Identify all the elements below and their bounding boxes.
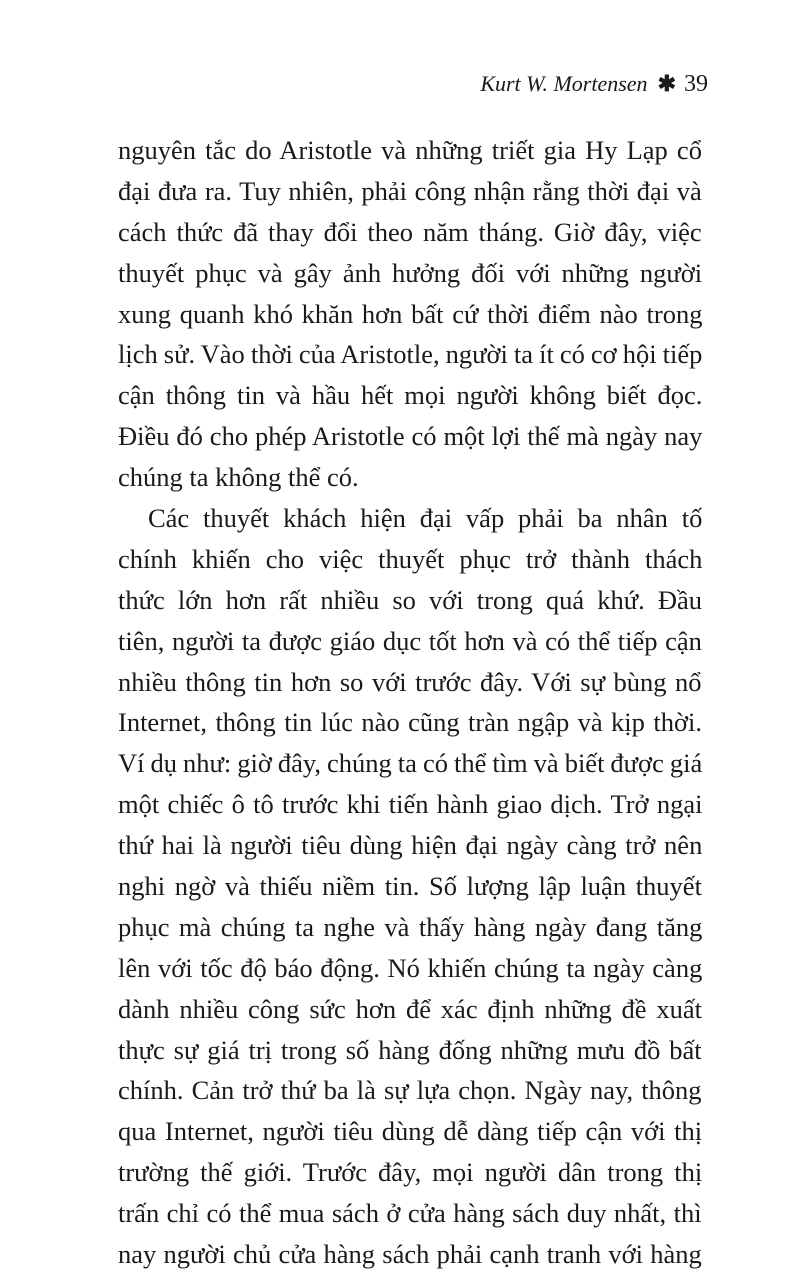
text-line: chính. Cản trở thứ ba là sự lựa chọn. Ngày nay, thông (118, 1075, 702, 1106)
text-line: tiên, người ta được giáo dục tốt hơn và có thể tiếp cận (118, 625, 702, 656)
body-text (118, 130, 702, 1275)
text-line: đại đưa ra. Tuy nhiên, phải công nhận rằng thời đại và (118, 175, 702, 206)
text-line: xung quanh khó khăn hơn bất cứ thời điểm nào trong (118, 298, 703, 329)
text-line: trường thế giới. Trước đây, mọi người dân trong thị (118, 1157, 703, 1188)
text-line: nhiều thông tin hơn so với trước đây. Với sự bùng nổ (118, 666, 702, 697)
text-line: lên với tốc độ báo động. Nó khiến chúng ta ngày càng (118, 952, 703, 983)
text-line: Các thuyết khách hiện đại vấp phải ba nhân tố (148, 503, 703, 534)
paragraph (118, 130, 702, 498)
text-line: thuyết phục và gây ảnh hưởng đối với những người (118, 257, 703, 288)
text-line: nguyên tắc do Aristotle và những triết gia Hy Lạp cổ (118, 135, 702, 165)
text-line: nghi ngờ và thiếu niềm tin. Số lượng lập luận thuyết (118, 871, 702, 902)
text-line: Ví dụ như: giờ đây, chúng ta có thể tìm và biết được giá (118, 748, 703, 779)
text-line: cận thông tin và hầu hết mọi người không biết đọc. (118, 380, 703, 411)
text-line: thức lớn hơn rất nhiều so với trong quá khứ. Đầu (118, 584, 702, 615)
paragraph (118, 498, 702, 1275)
text-line: thực sự giá trị trong số hàng đống những mưu đồ bất (118, 1034, 702, 1065)
text-line: cách thức đã thay đổi theo năm tháng. Giờ đây, việc (118, 216, 702, 247)
text-line: Internet, thông tin lúc nào cũng tràn ngập và kịp thời. (118, 707, 702, 738)
text-line: nay người chủ cửa hàng sách phải cạnh tranh với hàng (118, 1239, 702, 1270)
text-line: chúng ta không thể có. (118, 462, 359, 493)
text-line: trấn chỉ có thể mua sách ở cửa hàng sách duy nhất, thì (118, 1198, 702, 1229)
text-line: dành nhiều công sức hơn để xác định những đề xuất (118, 993, 702, 1024)
text-line: thứ hai là người tiêu dùng hiện đại ngày càng trở nên (118, 830, 703, 861)
text-line: phục mà chúng ta nghe và thấy hàng ngày đang tăng (118, 911, 703, 942)
text-line: lịch sử. Vào thời của Aristotle, người ta ít có cơ hội tiếp (118, 339, 703, 370)
page-number: 39 (684, 71, 708, 97)
text-line: chính khiến cho việc thuyết phục trở thành thách (118, 543, 703, 574)
asterisk-separator-icon: ✱ (657, 71, 676, 96)
text-line: qua Internet, người tiêu dùng dễ dàng tiếp cận với thị (118, 1116, 703, 1147)
author-name: Kurt W. Mortensen (480, 71, 648, 96)
text-line: Điều đó cho phép Aristotle có một lợi thế mà ngày nay (118, 421, 703, 452)
text-line: một chiếc ô tô trước khi tiến hành giao dịch. Trở ngại (118, 789, 703, 820)
running-header (480, 72, 708, 96)
